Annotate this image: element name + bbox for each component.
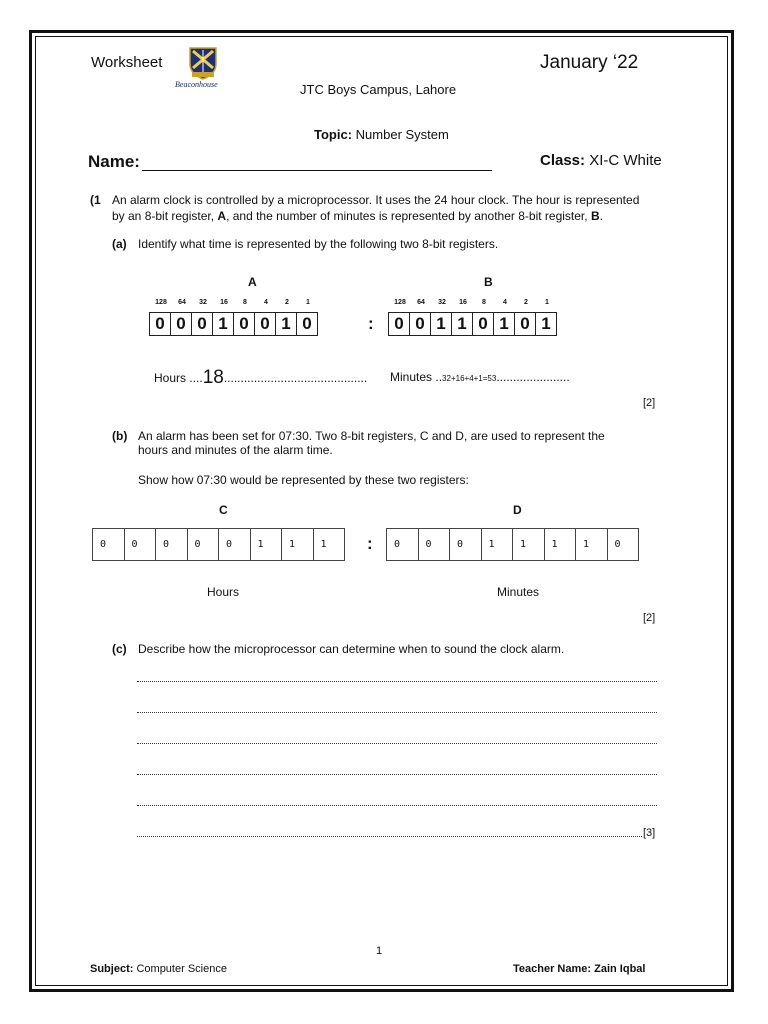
- bit-weight: 128: [155, 299, 167, 306]
- part-b-text-line1: An alarm has been set for 07:30. Two 8-bit registers, C and D, are used to represent the: [138, 429, 605, 443]
- register-b-title: B: [484, 275, 493, 289]
- register-a-bit: 0: [191, 312, 213, 336]
- register-c-bit[interactable]: 0: [155, 528, 188, 561]
- part-b-marks: [2]: [643, 612, 656, 624]
- bit-weight: 128: [394, 299, 406, 306]
- register-d: [387, 528, 639, 561]
- bit-weight: 2: [285, 299, 289, 306]
- register-a-bit: 1: [212, 312, 234, 336]
- teacher-value: Zain Iqbal: [594, 963, 646, 975]
- answer-line[interactable]: [137, 681, 657, 682]
- teacher-label: Teacher Name:: [513, 963, 592, 975]
- part-b-text-line2: hours and minutes of the alarm time.: [138, 443, 333, 457]
- subject-line: [90, 963, 227, 975]
- register-c-bit[interactable]: 1: [281, 528, 314, 561]
- question-intro-line1: An alarm clock is controlled by a microprocessor. It uses the 24 hour clock. The hour is represented: [112, 193, 640, 207]
- teacher-line: [513, 963, 645, 975]
- register-c-bit[interactable]: 1: [313, 528, 346, 561]
- answer-dots: ......................: [496, 370, 570, 384]
- answer-line[interactable]: [137, 805, 657, 806]
- page-border-inner: [35, 36, 728, 986]
- register-c: [93, 528, 345, 561]
- school-name: JTC Boys Campus, Lahore: [300, 82, 457, 97]
- minutes-label: Minutes: [390, 370, 433, 384]
- bit-weight: 4: [503, 299, 507, 306]
- bit-weight: 4: [264, 299, 268, 306]
- bit-weight: 8: [482, 299, 486, 306]
- register-b-bit: 1: [535, 312, 557, 336]
- hours-caption: Hours: [207, 585, 240, 599]
- intro-text: by an 8-bit register,: [112, 209, 218, 223]
- question-number: (1: [90, 193, 101, 207]
- bit-weight: 1: [306, 299, 310, 306]
- part-c-marks: [3]: [643, 827, 656, 839]
- bit-weight: 16: [220, 299, 228, 306]
- school-crest-icon: [188, 46, 218, 80]
- register-b-bit: 1: [493, 312, 515, 336]
- part-b-instruction: Show how 07:30 would be represented by these two registers:: [138, 473, 469, 487]
- register-a-title: A: [248, 275, 257, 289]
- register-c-bit[interactable]: 0: [218, 528, 251, 561]
- page-number: 1: [376, 945, 383, 957]
- answer-line[interactable]: [137, 743, 657, 744]
- bit-weight: 16: [459, 299, 467, 306]
- question-intro-line2: [112, 208, 603, 224]
- part-a-text: Identify what time is represented by the following two 8-bit registers.: [138, 237, 499, 251]
- register-b: [389, 312, 557, 336]
- class-line: [540, 152, 662, 169]
- minutes-caption: Minutes: [497, 585, 540, 599]
- part-a-label: (a): [112, 237, 127, 251]
- bit-weight: 64: [417, 299, 425, 306]
- register-c-bit[interactable]: 1: [250, 528, 283, 561]
- bit-weight: 64: [178, 299, 186, 306]
- subject-value: Computer Science: [136, 963, 227, 975]
- register-separator: :: [367, 534, 373, 553]
- register-a-bit: 0: [233, 312, 255, 336]
- register-d-bit[interactable]: 0: [607, 528, 640, 561]
- hours-answer[interactable]: 18: [202, 367, 224, 388]
- name-field[interactable]: [142, 170, 492, 171]
- answer-dots: ....: [189, 371, 203, 385]
- register-d-bit[interactable]: 1: [481, 528, 514, 561]
- class-value: XI-C White: [589, 152, 662, 169]
- minutes-answer-line: [390, 369, 570, 387]
- register-b-bit: 0: [388, 312, 410, 336]
- part-a-marks: [2]: [643, 397, 656, 409]
- register-b-ref: B: [590, 209, 600, 223]
- subject-label: Subject:: [90, 963, 134, 975]
- register-b-bit: 0: [472, 312, 494, 336]
- register-d-title: D: [513, 503, 522, 517]
- register-a-bit: 0: [254, 312, 276, 336]
- register-a-bit: 0: [149, 312, 171, 336]
- register-b-bit: 1: [430, 312, 452, 336]
- register-a-bit: 0: [296, 312, 318, 336]
- class-label: Class:: [540, 152, 586, 169]
- topic-label: Topic:: [314, 127, 353, 142]
- register-a-ref: A: [217, 209, 227, 223]
- bit-weight: 32: [199, 299, 207, 306]
- part-c-label: (c): [112, 642, 127, 656]
- hours-answer-line: [154, 369, 367, 386]
- date-label: January ‘22: [540, 52, 639, 73]
- register-b-bit: 0: [514, 312, 536, 336]
- register-a-bit: 0: [170, 312, 192, 336]
- register-a: [150, 312, 318, 336]
- name-label: Name:: [88, 152, 140, 171]
- hours-label: Hours: [154, 371, 187, 385]
- worksheet-label: Worksheet: [91, 54, 163, 71]
- register-c-bit[interactable]: 0: [124, 528, 157, 561]
- register-d-bit[interactable]: 1: [544, 528, 577, 561]
- bit-weight: 32: [438, 299, 446, 306]
- register-separator: :: [368, 314, 374, 333]
- intro-text: , and the number of minutes is represented by another 8-bit register,: [226, 209, 591, 223]
- register-d-bit[interactable]: 0: [386, 528, 419, 561]
- topic-line: [314, 127, 449, 142]
- minutes-answer[interactable]: 32+16+4+1=53: [442, 374, 497, 383]
- part-b-label: (b): [112, 429, 128, 443]
- register-b-bit: 0: [409, 312, 431, 336]
- part-c-text: Describe how the microprocessor can determine when to sound the clock alarm.: [138, 642, 565, 656]
- answer-dots: ...........................................: [223, 371, 368, 385]
- register-d-bit[interactable]: 0: [418, 528, 451, 561]
- bit-weight: 1: [545, 299, 549, 306]
- register-c-bit[interactable]: 0: [92, 528, 125, 561]
- answer-dots: ..: [435, 370, 443, 384]
- answer-line[interactable]: [137, 774, 657, 775]
- topic-value: Number System: [355, 127, 449, 142]
- bit-weight: 2: [524, 299, 528, 306]
- register-b-bit: 1: [451, 312, 473, 336]
- register-d-bit[interactable]: 1: [575, 528, 608, 561]
- register-c-bit[interactable]: 0: [187, 528, 220, 561]
- register-d-bit[interactable]: 0: [449, 528, 482, 561]
- school-logo-text: Beaconhouse: [175, 80, 218, 89]
- register-c-title: C: [219, 503, 228, 517]
- answer-line[interactable]: [137, 836, 642, 837]
- bit-weight: 8: [243, 299, 247, 306]
- register-d-bit[interactable]: 1: [512, 528, 545, 561]
- register-a-bit: 1: [275, 312, 297, 336]
- intro-text: .: [599, 209, 603, 223]
- answer-line[interactable]: [137, 712, 657, 713]
